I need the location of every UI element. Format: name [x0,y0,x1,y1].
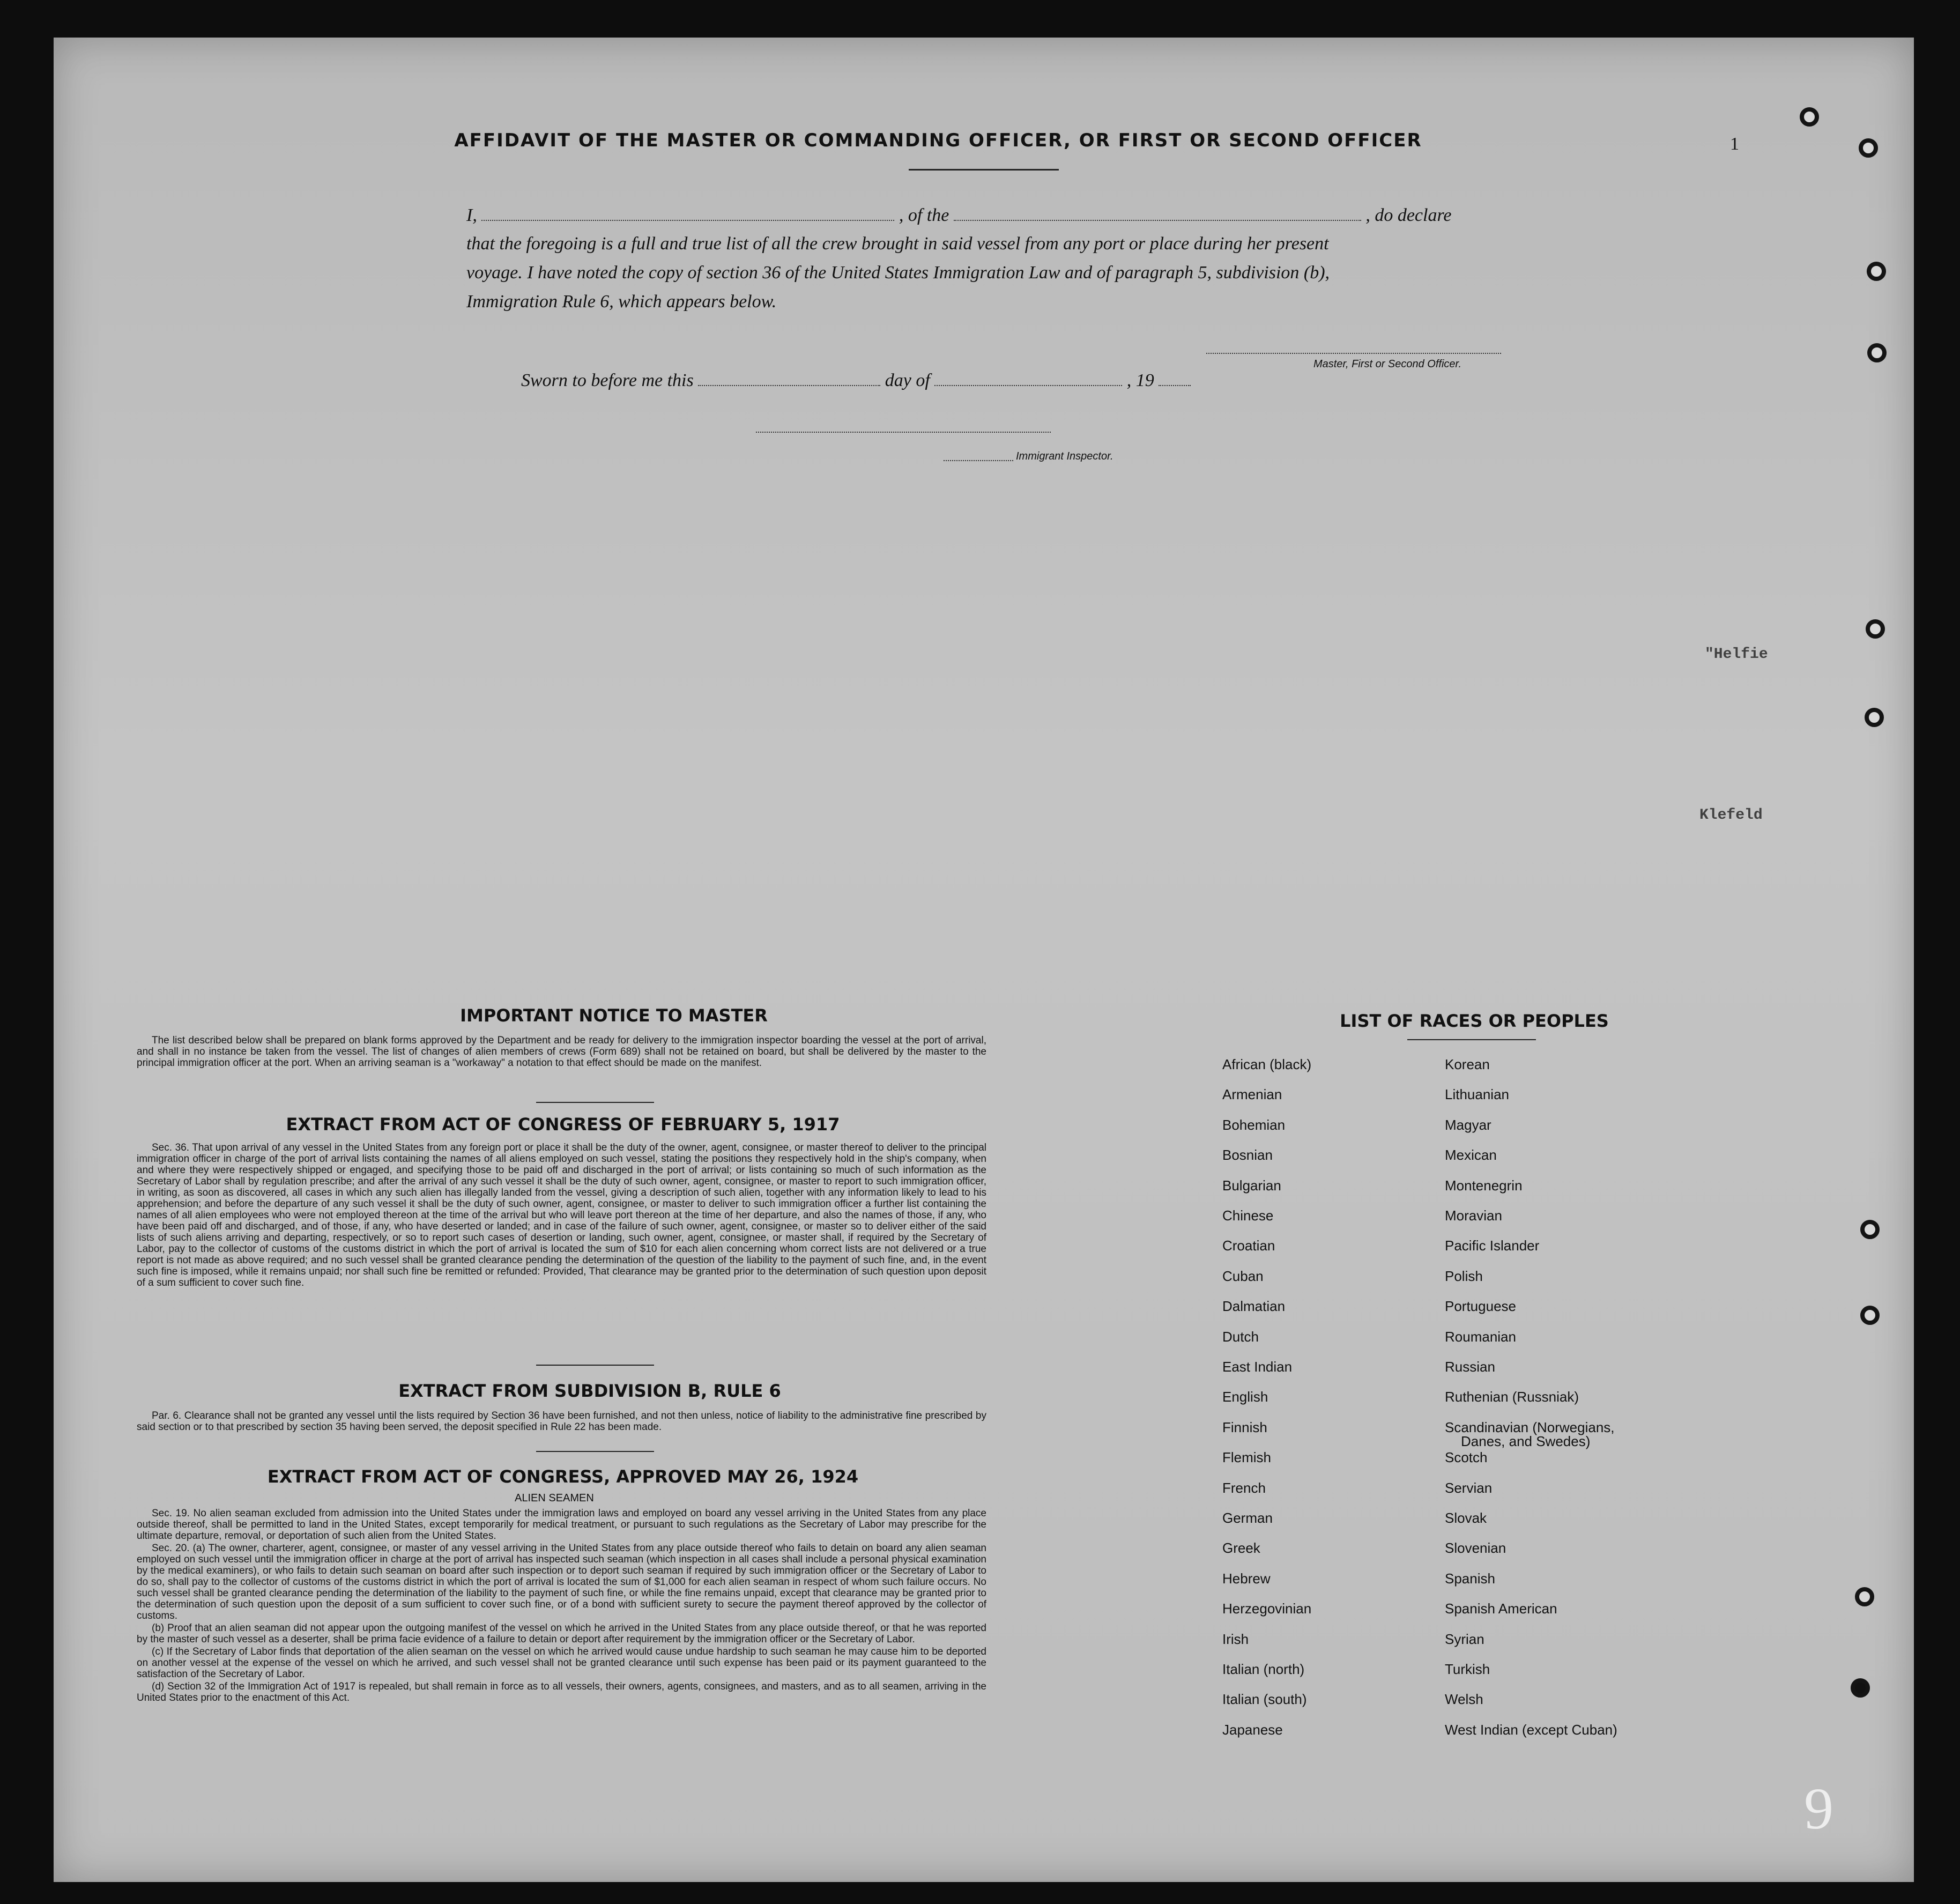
affidavit-line4: Immigration Rule 6, which appears below. [466,292,777,312]
race-item: Herzegovinian [1222,1601,1312,1617]
punch-hole [1855,1587,1874,1606]
affidavit-line2: that the foregoing is a full and true list of all the crew brought in said vessel from any port or place during her present [466,234,1329,254]
punch-hole [1800,107,1819,127]
page-number: 1 [1730,134,1739,154]
punch-hole [1860,1220,1880,1239]
sec20c-paragraph: (c) If the Secretary of Labor finds that deportation of the alien seaman on the vessel on which he arrived would cause undue hardship to such seaman he may cause him to be deported on another vessel at the expense of the vessel on which he arrived, and such vessel shall not be granted clearance until such expense has been paid or its payment guaranteed to the satisfaction of the Secretary of Labor. [137,1646,986,1680]
race-item: West Indian (except Cuban) [1445,1721,1617,1738]
race-item: Spanish [1445,1570,1495,1587]
year-text: , 19 [1126,371,1154,390]
extract-rule6-title: EXTRACT FROM SUBDIVISION B, RULE 6 [398,1381,781,1401]
race-item: Mexican [1445,1147,1497,1164]
race-item: Lithuanian [1445,1086,1509,1103]
punch-hole [1860,1306,1880,1325]
races-underline [1407,1039,1536,1040]
race-item: Portuguese [1445,1298,1516,1315]
race-item: Finnish [1222,1419,1267,1435]
race-item: German [1222,1510,1273,1526]
race-item: Korean [1445,1056,1490,1072]
race-item: Flemish [1222,1449,1272,1466]
race-item: Montenegrin [1445,1177,1523,1194]
race-item: Slovak [1445,1510,1487,1526]
punch-hole [1867,343,1887,362]
sec36-paragraph: Sec. 36. That upon arrival of any vessel in the United States from any foreign port or place it shall be the duty of the owner, agent, consignee, or master thereof to deliver to the principal immigration officer in charge of the port of arrival lists containing the names of all aliens employed on such vessel, stating the positions they respectively hold in the ship's company, when and where they were respectively shipped or engaged, and specifying those to be paid off and discharged in the port of arrival; or lists containing so much of such information as the Secretary of Labor shall by regulation prescribe; and after the arrival of any such vessel it shall be the duty of such owner, agent, consignee, or master to report to such immigration officer, in writing, as soon as discovered, all cases in which any such alien has illegally landed from the vessel, giving a description of such alien, together with any information likely to lead to his apprehension; and before the departure of any such vessel it shall be the duty of such owner, agent, consignee, or master to deliver to such immigration officer a further list containing the names of all alien employees who were not employed thereon at the time of the arrival but who will leave port thereon at the time of her departure, and also the names of those, if any, who have been paid off and discharged, and of those, if any, who have deserted or landed; and in case of the failure of such owner, agent, consignee, or master so to deliver either of the said lists of such aliens arriving and departing, respectively, or so to report such cases of desertion or landing, such owner, agent, consignee, or master shall, if required by the Secretary of Labor, pay to the collector of customs of the customs district in which the port of arrival is located the sum of $10 for each alien concerning whom correct lists are not delivered or a true report is not made as above required; and no such vessel shall be granted clearance pending the determination of the question of the liability to the payment of such fine, and, in the event such fine is imposed, while it remains unpaid; nor shall such fine be remitted or refunded: Provided, That clearance may be granted prior to the determination of such question upon deposit of a sum sufficient to cover such fine. [137,1142,986,1288]
corner-handwritten-mark: 9 [1804,1776,1833,1841]
race-item: Pacific Islander [1445,1238,1540,1254]
title-underline [909,169,1059,171]
race-item: Slovenian [1445,1540,1506,1557]
punch-hole [1867,262,1886,281]
affidavit-declare: , do declare [1365,205,1452,225]
affidavit-title: AFFIDAVIT OF THE MASTER OR COMMANDING OFFICER, OR FIRST OR SECOND OFFICER [454,130,1422,151]
race-item: Italian (north) [1222,1661,1305,1677]
race-item: Bosnian [1222,1147,1273,1164]
extract-1917-title: EXTRACT FROM ACT OF CONGRESS OF FEBRUARY 5, 1917 [286,1114,840,1135]
race-item: Polish [1445,1268,1483,1284]
affidavit-line3: voyage. I have noted the copy of section 36 of the United States Immigration Law and of paragraph 5, subdivision (b), [466,263,1330,283]
sworn-day-field[interactable] [698,370,880,386]
sworn-line [521,370,1191,391]
master-signature-line[interactable] [1206,342,1501,354]
race-item: Dutch [1222,1328,1259,1345]
punch-hole [1851,1678,1870,1698]
race-item: Cuban [1222,1268,1264,1284]
race-item: Bulgarian [1222,1177,1281,1194]
punch-hole [1859,138,1878,158]
notice-paragraph: The list described below shall be prepared on blank forms approved by the Department and be ready for delivery to the immigration inspector boarding the vessel at the port of arrival, and shall in no instance be taken from the vessel. The list of changes of alien members of crews (Form 689) shall not be retained on board, but shall be delivered by the master to the principal immigration officer at the port. When an arriving seaman is a "workaway" a notation to that effect should be made on the manifest. [137,1035,986,1069]
section-divider [536,1451,654,1452]
race-item: Bohemian [1222,1116,1286,1133]
race-item: African (black) [1222,1056,1312,1072]
race-item-continuation: Danes, and Swedes) [1461,1433,1591,1449]
par6-paragraph: Par. 6. Clearance shall not be granted any vessel until the lists required by Section 36 have been furnished, and not then unless, notice of liability to the administrative fine prescribed by said section or to that prescribed by section 35 having been served, the deposit specified in Rule 22 has been made. [137,1410,986,1433]
race-item: Moravian [1445,1207,1502,1224]
race-item: Hebrew [1222,1570,1271,1587]
race-item: Russian [1445,1359,1495,1375]
sec20a-paragraph: Sec. 20. (a) The owner, charterer, agent, consignee, or master of any vessel arriving in the United States from any place outside thereof who fails to detain on board any alien seaman employed on such vessel until the immigration officer in charge at the port of arrival has inspected such seaman (which inspection in all cases shall include a personal physical examination by the medical examiners), or who fails to detain such seaman on board after such inspection or to deport such seaman if required by such immigration officer or the Secretary of Labor to do so, shall pay to the collector of customs of the customs district in which the port of arrival is located the sum of $1,000 for each alien seaman in respect of whom such failure occurs. No such vessel shall be granted clearance pending the determination of the liability to the payment of such fine, or while the fine remains unpaid, except that clearance may be granted prior to the determination of such question upon the deposit of a sum sufficient to cover such fine, or of a bond with sufficient surety to secure the payment thereof approved by the collector of customs. [137,1543,986,1621]
notice-text [137,1035,986,1070]
race-item: Italian (south) [1222,1691,1307,1708]
races-list [1222,1056,1812,1807]
affidavit-of-the: , of the [899,205,949,225]
alien-seamen-subtitle: ALIEN SEAMEN [515,1492,594,1504]
vessel-field[interactable] [954,205,1361,221]
race-item: Magyar [1445,1116,1491,1133]
inspector-caption: Immigrant Inspector. [1016,450,1113,462]
punch-hole [1865,708,1884,727]
race-item: English [1222,1389,1268,1405]
race-item: Roumanian [1445,1328,1516,1345]
sec20d-paragraph: (d) Section 32 of the Immigration Act of 1917 is repealed, but shall remain in force as to all vessels, their owners, agents, consignees, and masters, and as to all seamen, arriving in the United States prior to the enactment of this Act. [137,1681,986,1703]
race-item: Scotch [1445,1449,1488,1466]
race-item: Dalmatian [1222,1298,1286,1315]
race-item: East Indian [1222,1359,1293,1375]
affidavit-i: I, [466,205,477,225]
inspector-dots [944,450,1013,461]
section-divider [536,1365,654,1366]
race-item: Syrian [1445,1631,1484,1647]
extract-1924-text [137,1508,986,1705]
inspector-signature-line[interactable] [756,421,1051,433]
day-of-text: day of [885,371,930,390]
race-item: Ruthenian (Russniak) [1445,1389,1579,1405]
race-item: Chinese [1222,1207,1274,1224]
bleed-through-text: Klefeld [1699,807,1763,824]
section-divider [536,1102,654,1103]
race-item: Irish [1222,1631,1249,1647]
race-item: Croatian [1222,1238,1275,1254]
name-field[interactable] [481,205,894,221]
extract-1917-text [137,1142,986,1290]
race-item: French [1222,1479,1266,1496]
sec20b-paragraph: (b) Proof that an alien seaman did not appear upon the outgoing manifest of the vessel on which he arrived in the United States from any place outside thereof, or that he was reported by the master of such vessel as a deserter, shall be prima facie evidence of a failure to detain or deport after requirement by the immigration officer or the Secretary of Labor. [137,1623,986,1645]
extract-1924-title: EXTRACT FROM ACT OF CONGRESS, APPROVED MAY 26, 1924 [267,1466,859,1487]
notice-title: IMPORTANT NOTICE TO MASTER [460,1005,768,1026]
extract-rule6-text [137,1410,986,1434]
race-item: Welsh [1445,1691,1483,1708]
race-item: Armenian [1222,1086,1282,1103]
race-item: Spanish American [1445,1601,1557,1617]
punch-hole [1866,619,1885,639]
sec19-paragraph: Sec. 19. No alien seaman excluded from admission into the United States under the immigration laws and employed on board any vessel arriving in the United States from any place outside thereof, shall be permitted to land in the United States, except temporarily for medical treatment, or pursuant to such regulations as the Secretary of Labor may prescribe for the ultimate departure, removal, or deportation of such alien from the United States. [137,1508,986,1542]
sworn-month-field[interactable] [934,370,1122,386]
sworn-text: Sworn to before me this [521,371,694,390]
master-caption: Master, First or Second Officer. [1313,358,1462,370]
document-page [54,38,1914,1882]
race-item: Scandinavian (Norwegians, [1445,1419,1615,1435]
races-title: LIST OF RACES OR PEOPLES [1340,1011,1609,1031]
race-item: Servian [1445,1479,1493,1496]
race-item: Turkish [1445,1661,1490,1677]
race-item: Greek [1222,1540,1260,1557]
affidavit-line1 [466,205,1565,226]
sworn-year-field[interactable] [1159,370,1191,386]
bleed-through-text: "Helfie [1705,646,1768,663]
race-item: Japanese [1222,1721,1283,1738]
